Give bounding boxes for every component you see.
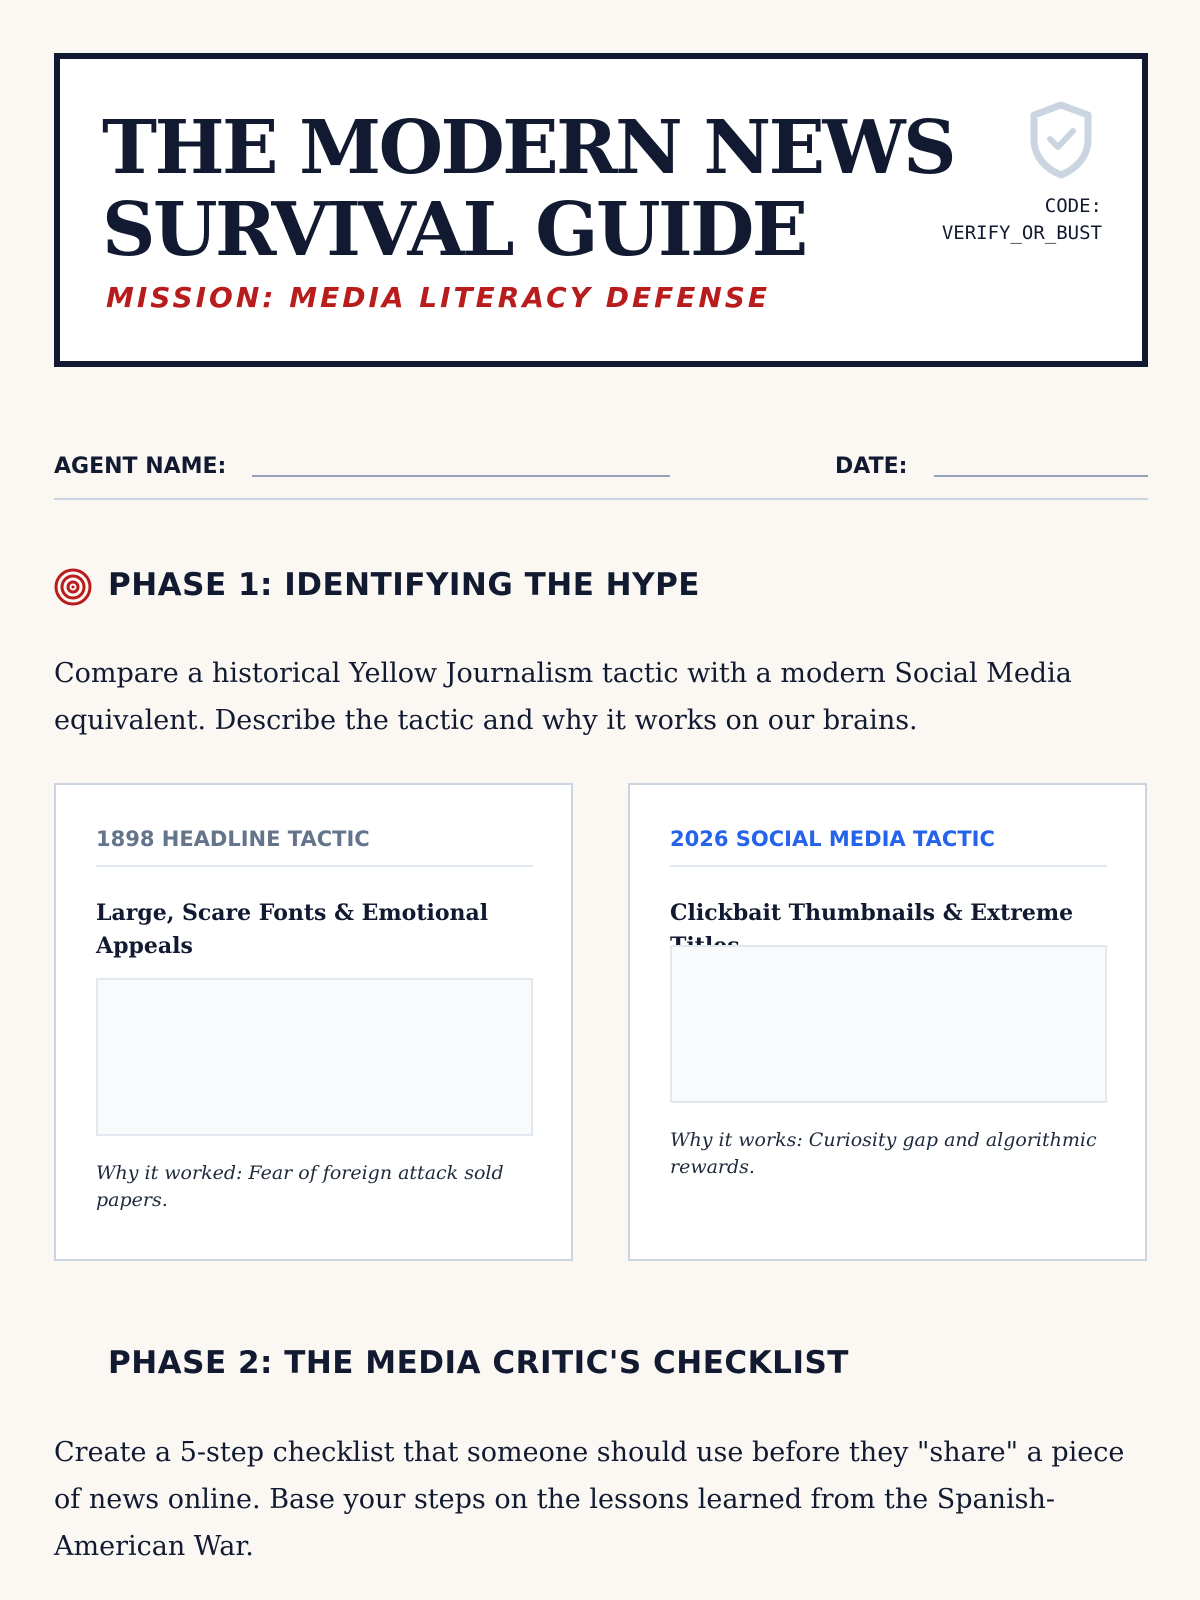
code-label: CODE: [1044, 195, 1102, 217]
historic-why-note: Why it worked: Fear of foreign attack sold papers. [96, 1162, 504, 1211]
agent-info-row [54, 423, 1148, 500]
modern-card-heading: 2026 SOCIAL MEDIA TACTIC [670, 827, 1107, 867]
shield-check-icon [1028, 101, 1094, 179]
code-tag [942, 193, 1102, 247]
agent-name-field[interactable] [252, 475, 670, 477]
worksheet-page [54, 53, 1148, 1562]
page-title [102, 107, 954, 271]
code-value: VERIFY_OR_BUST [941, 222, 1102, 244]
agent-name-label: AGENT NAME: [54, 454, 227, 479]
phase-2-prompt: Create a 5-step checklist that someone should use before they "share" a piece of news online. Base your steps on the lessons learned from the Spanish-American War. [54, 1437, 1125, 1562]
modern-tactic-name: Clickbait Thumbnails & Extreme [670, 900, 1074, 926]
phase-2-title: PHASE 2: THE MEDIA CRITIC'S CHECKLIST [108, 1345, 849, 1381]
modern-why-note: Why it works: Curiosity gap and algorithmic rewards. [670, 1129, 1097, 1178]
date-field[interactable] [934, 475, 1148, 477]
historic-tactic-name: Large, Scare Fonts & Emotional Appeals [96, 900, 489, 959]
modern-tactic-card [628, 783, 1147, 1261]
historic-answer-box[interactable] [96, 978, 533, 1136]
phase-1-prompt: Compare a historical Yellow Journalism tactic with a modern Social Media equivalent. Describe the tactic and why it works on our brains. [54, 658, 1072, 736]
title-line-1: THE MODERN NEWS [102, 105, 955, 191]
modern-answer-box[interactable] [670, 945, 1107, 1103]
mission-subtitle: MISSION: MEDIA LITERACY DEFENSE [106, 281, 771, 314]
header-box [54, 53, 1148, 367]
title-line-2: SURVIVAL GUIDE [102, 187, 806, 273]
historic-tactic-card [54, 783, 573, 1261]
date-label: DATE: [835, 454, 908, 479]
phase-1-title: PHASE 1: IDENTIFYING THE HYPE [108, 567, 700, 603]
historic-card-heading: 1898 HEADLINE TACTIC [96, 827, 533, 867]
target-icon [54, 568, 92, 606]
